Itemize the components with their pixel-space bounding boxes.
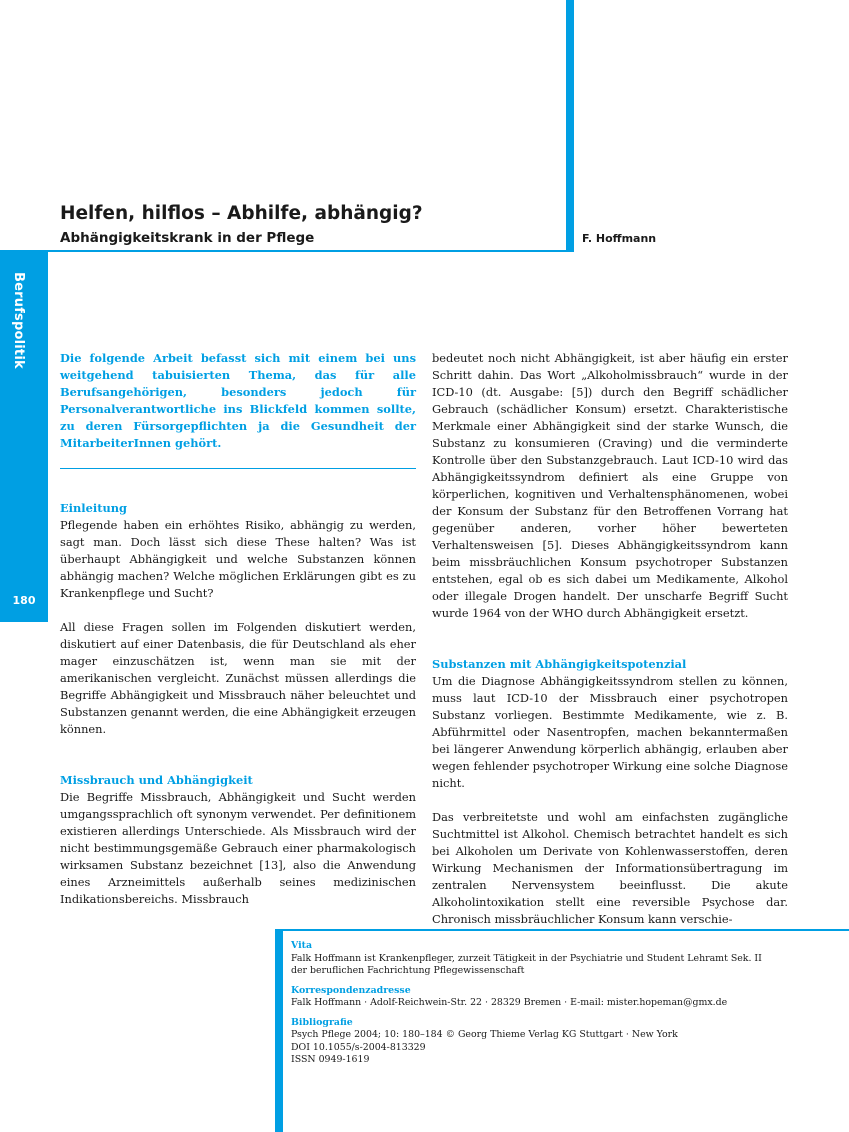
vita-heading: Vita bbox=[291, 940, 313, 951]
article-author: F. Hoffmann bbox=[582, 232, 657, 245]
top-accent-bar bbox=[566, 0, 574, 251]
abstract-rule bbox=[60, 468, 416, 469]
article-subtitle: Abhängigkeitskrank in der Pflege bbox=[60, 230, 315, 246]
bibliography-issn: ISSN 0949-1619 bbox=[291, 1054, 370, 1065]
heading-substanzen: Substanzen mit Abhängigkeitspotenzial bbox=[432, 657, 687, 671]
abstract: Die folgende Arbeit befasst sich mit einem bei uns weitgehend tabuisierten Thema, das für alle Berufsangehörigen, besonders jedoch für Personalverantwortliche ins Blickfeld kommen sollte, zu deren Fürsorgepflichten ja die Gesundheit der MitarbeiterInnen gehört. bbox=[60, 351, 416, 450]
vita-accent-bar bbox=[275, 930, 283, 1132]
header-rule bbox=[0, 250, 574, 252]
heading-missbrauch: Missbrauch und Abhängigkeit bbox=[60, 773, 253, 787]
right-column bbox=[432, 350, 788, 928]
bibliography-heading: Bibliografie bbox=[291, 1016, 353, 1028]
right-paragraph-3: Das verbreitetste und wohl am einfachsten zugängliche Suchtmittel ist Alkohol. Chemisch betrachtet handelt es sich bei Alkoholen um Derivate von Kohlenwasserstoffen, deren Wirkung Mechanismen der Informationsübertragung im zentralen Nervensystem beeinflusst. Die akute Alkoholintoxikation stellt eine reversible Psychose dar. Chronisch missbräuchlicher Konsum kann verschie- bbox=[432, 810, 788, 926]
bibliography-doi: DOI 10.1055/s-2004-813329 bbox=[291, 1041, 426, 1053]
missbrauch-paragraph-1: Die Begriffe Missbrauch, Abhängigkeit und Sucht werden umgangssprachlich oft synonym verwendet. Per definitionem existieren allerdings Unterschiede. Als Missbrauch wird der nicht bestimmungsgemäße Gebrauch einer pharmakologisch wirksamen Substanz bezeichnet [13], also die Anwendung eines Arzneimittels außerhalb seines medizinischen Indikationsbereichs. Missbrauch bbox=[60, 790, 416, 906]
vita-box bbox=[291, 940, 771, 1074]
correspondence-text: Falk Hoffmann · Adolf-Reichwein-Str. 22 · 28329 Bremen · E-mail: mister.hopeman@gmx.de bbox=[291, 997, 728, 1008]
article-title: Helfen, hilflos – Abhilfe, abhängig? bbox=[60, 203, 423, 224]
intro-paragraph-2: All diese Fragen sollen im Folgenden diskutiert werden, diskutiert auf einer Datenbasis, die für Deutschland als eher mager einzuschätzen ist, wenn man sie mit der amerikanischen vergleicht. Zunächst müssen allerdings die Begriffe Abhängigkeit und Missbrauch näher beleuchtet und Substanzen genannt werden, die eine Abhängigkeit erzeugen können. bbox=[60, 620, 416, 736]
vita-text: Falk Hoffmann ist Krankenpfleger, zurzeit Tätigkeit in der Psychiatrie und Student Lehramt Sek. II der beruflichen Fachrichtung Pflegewissenschaft bbox=[291, 952, 762, 976]
page-number: 180 bbox=[12, 594, 36, 607]
bibliography-line-1: Psych Pflege 2004; 10: 180–184 © Georg Thieme Verlag KG Stuttgart · New York bbox=[291, 1029, 678, 1040]
left-column bbox=[60, 350, 416, 908]
right-paragraph-1: bedeutet noch nicht Abhängigkeit, ist aber häufig ein erster Schritt dahin. Das Wort „Alkoholmissbrauch“ wurde in der ICD-10 (dt. Ausgabe: [5]) durch den Begriff schädlicher Gebrauch (schädlicher Konsum) ersetzt. Charakteristische Merkmale einer Abhängigkeit sind der starke Wunsch, die Substanz zu konsumieren (Craving) und die verminderte Kontrolle über den Substanzgebrauch. Laut ICD-10 wird das Abhängigkeitssyndrom definiert als eine Gruppe von körperlichen, kognitiven und Verhaltensphänomenen, wobei der Konsum der Substanz für den Betroffenen Vorrang hat gegenüber anderen, vorher höher bewerteten Verhaltensweisen [5]. Dieses Abhängigkeitssyndrom kann beim missbräuchlichen Konsum psychotroper Substanzen entstehen, egal ob es sich dabei um Medikamente, Alkohol oder illegale Drogen handelt. Der unscharfe Begriff Sucht wurde 1964 von der WHO durch Abhängigkeit ersetzt. bbox=[432, 351, 788, 620]
intro-paragraph-1: Pflegende haben ein erhöhtes Risiko, abhängig zu werden, sagt man. Doch lässt sich diese These halten? Was ist überhaupt Abhängigkeit und welche Substanzen können abhängig machen? Welche möglichen Erklärungen gibt es zu Krankenpflege und Sucht? bbox=[60, 518, 416, 600]
correspondence-heading: Korrespondenzadresse bbox=[291, 984, 411, 996]
heading-einleitung: Einleitung bbox=[60, 501, 127, 515]
vita-rule bbox=[275, 929, 849, 931]
right-paragraph-2: Um die Diagnose Abhängigkeitssyndrom stellen zu können, muss laut ICD-10 der Missbrauch einer psychotropen Substanz vorliegen. Bestimmte Medikamente, wie z. B. Abführmittel oder Nasentropfen, machen bekanntermaßen bei längerer Anwendung körperlich abhängig, erlauben aber wegen fehlender psychotroper Wirkung eine solche Diagnose nicht. bbox=[432, 674, 788, 790]
section-label: Berufspolitik bbox=[11, 272, 26, 369]
